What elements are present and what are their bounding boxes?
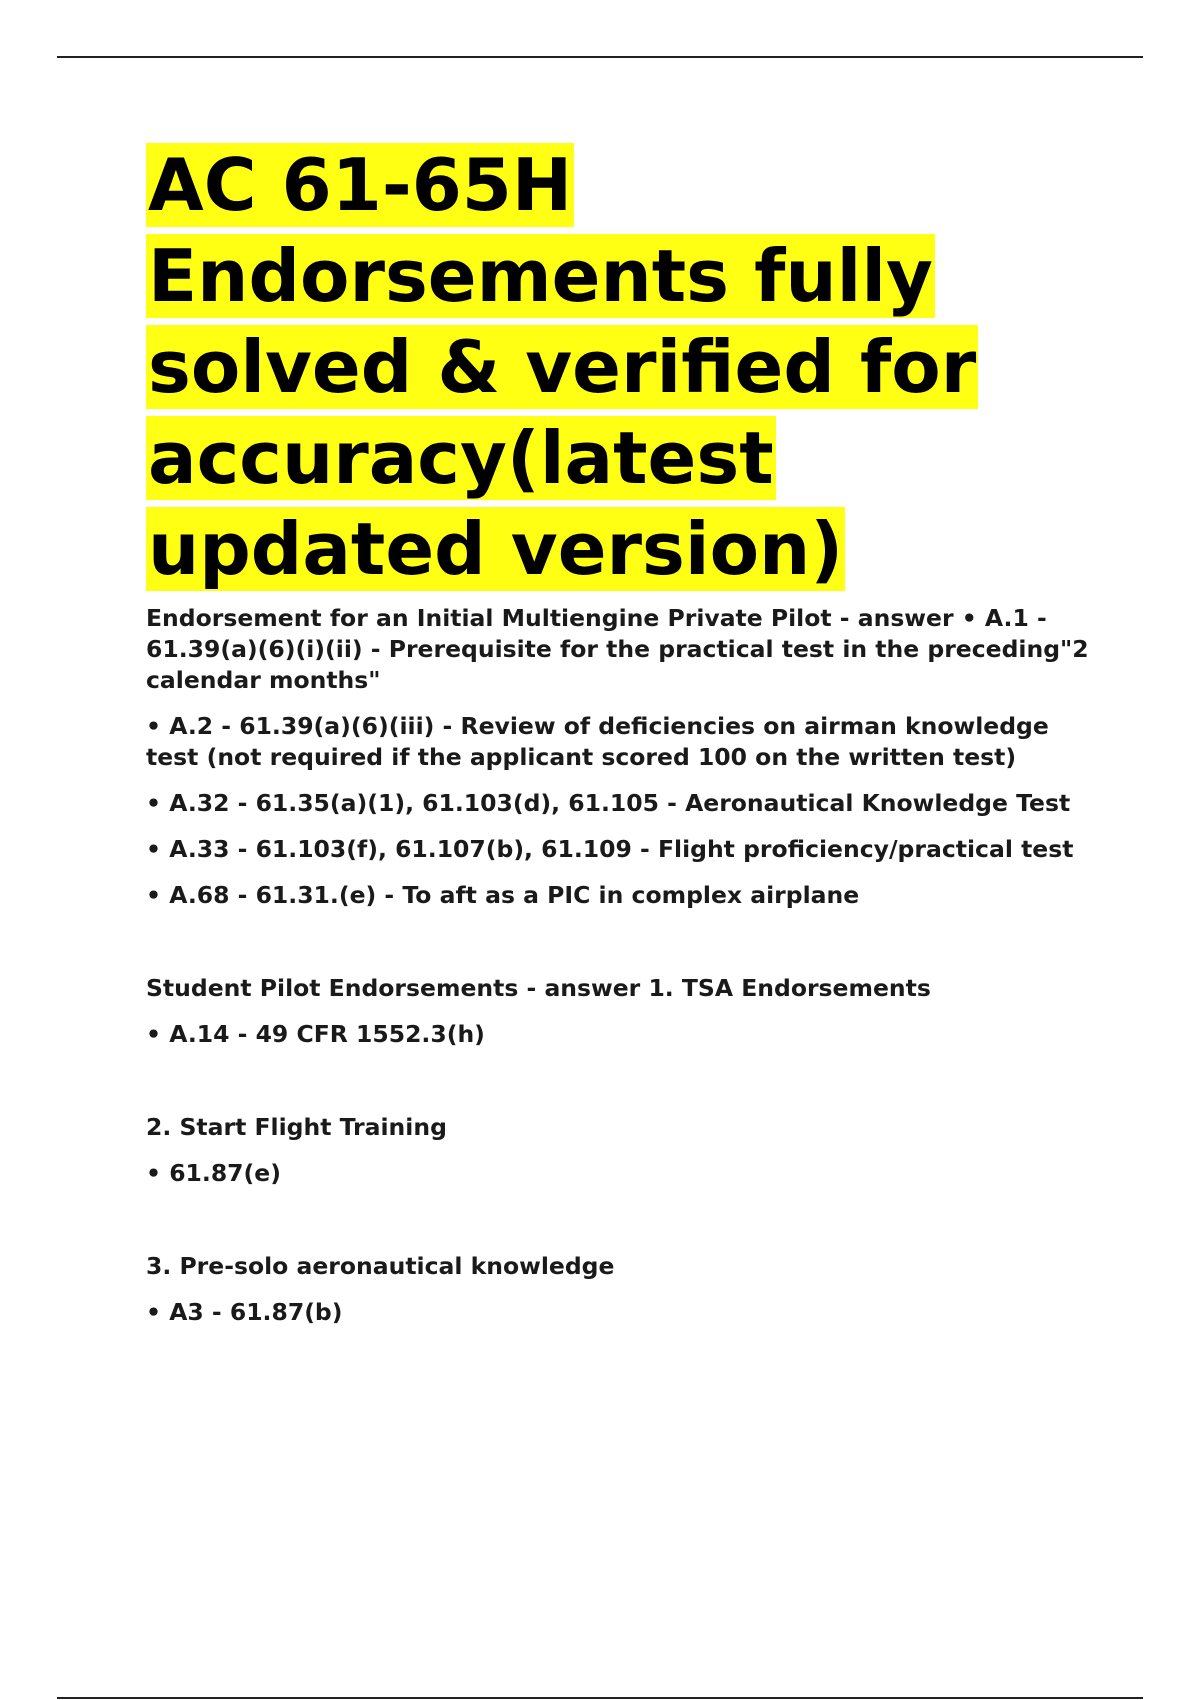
section-student-pilot: Student Pilot Endorsements - answer 1. TSA Endorsements bbox=[146, 974, 931, 1002]
title-highlight: AC 61-65H Endorsements fully solved & verified for accuracy(latest updated version) bbox=[148, 143, 977, 591]
footer-rule bbox=[57, 1697, 1143, 1699]
document-title bbox=[146, 140, 1096, 595]
bullet-61-87e: • 61.87(e) bbox=[146, 1159, 281, 1187]
bullet-a2: • A.2 - 61.39(a)(6)(iii) - Review of deficiencies on airman knowledge test (not required if the applicant scored 100 on the written test) bbox=[146, 712, 1049, 771]
section-start-flight-training: 2. Start Flight Training bbox=[146, 1113, 447, 1141]
bullet-a3: • A3 - 61.87(b) bbox=[146, 1298, 343, 1326]
bullet-a14: • A.14 - 49 CFR 1552.3(h) bbox=[146, 1020, 485, 1048]
bullet-a68: • A.68 - 61.31.(e) - To aft as a PIC in complex airplane bbox=[146, 881, 860, 909]
bullet-a32: • A.32 - 61.35(a)(1), 61.103(d), 61.105 - Aeronautical Knowledge Test bbox=[146, 789, 1071, 817]
bullet-a33: • A.33 - 61.103(f), 61.107(b), 61.109 - Flight proficiency/practical test bbox=[146, 835, 1074, 863]
paragraph-multiengine-intro: Endorsement for an Initial Multiengine Private Pilot - answer • A.1 - 61.39(a)(6)(i)(ii) - Prerequisite for the practical test in the preceding"2 calendar months" bbox=[146, 604, 1089, 694]
header-rule bbox=[57, 56, 1143, 58]
section-pre-solo-knowledge: 3. Pre-solo aeronautical knowledge bbox=[146, 1252, 615, 1280]
document-body bbox=[146, 140, 1096, 1328]
